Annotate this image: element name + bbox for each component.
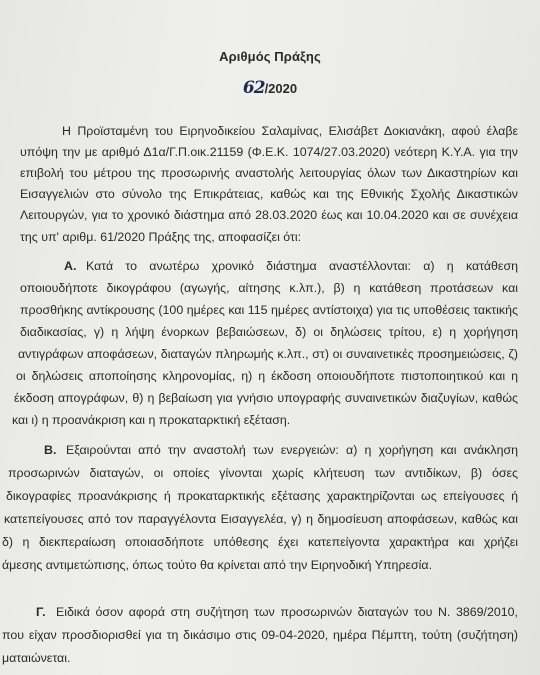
text-line: που είχαν προσδιορισθεί για τη δικάσιμο στις 09-04-2020, ημέρα Πέμπτη, τούτη (συζήτηση) — [2, 628, 518, 642]
text-line: ματαιώνεται. — [2, 651, 71, 665]
text-line: προσθήκης αντίκρουσης (100 ημέρες και 115 ημέρες αντίστοιχα) για τις υποθέσεις τακτικής — [20, 303, 518, 317]
text-line: επιβολή του μέτρου της προσωρινής αναστολής λειτουργίας όλων των Δικαστηρίων και — [20, 166, 518, 180]
section-marker-a: Α. — [64, 259, 77, 273]
text-line: δ) η διεκπεραίωση οποιασδήποτε υπόθεσης έχει κατεπείγοντα χαρακτήρα και χρήζει — [2, 535, 518, 549]
text-line: διαδικασίας, γ) η λήψη ένορκων βεβαιώσεων, δ) οι δηλώσεις τρίτου, ε) η χορήγηση — [20, 325, 518, 339]
section-marker-c: Γ. — [36, 605, 46, 619]
text-line: οποιουδήποτε δικογράφου (αγωγής, αίτησης κ.λπ.), β) η κατάθεση προτάσεων και — [20, 281, 518, 295]
text-line: κατεπείγουσες από τον παραγγέλοντα Εισαγγελέα, γ) η δημοσίευση αποφάσεων, καθώς και — [4, 512, 518, 526]
text-line: και ι) η προανάκριση και η προκαταρκτική εξέταση. — [12, 413, 291, 427]
text-line: Ειδικά όσον αφορά στη συζήτηση των προσωρινών διαταγών του Ν. 3869/2010, — [56, 605, 518, 619]
text-line: Εξαιρούνται από την αναστολή των ενεργειών: α) η χορήγηση και ανάκληση — [66, 443, 518, 457]
text-line: οι δηλώσεις αποποίησης κληρονομίας, η) η έκδοση οποιουδήποτε πιστοποιητικού και η — [16, 369, 518, 383]
text-line: προσωρινών διαταγών, οι οποίες γίνονται χωρίς κλήτευση των αντιδίκων, β) όσες — [8, 466, 518, 480]
text-line: Η Προϊσταμένη του Ειρηνοδικείου Σαλαμίνας, Ελισάβετ Δοκιανάκη, αφού έλαβε — [62, 124, 518, 138]
text-line: Λειτουργών, για το χρονικό διάστημα από 28.03.2020 έως και 10.04.2020 και σε συνέχεια — [20, 208, 518, 222]
text-line: έκδοση απογράφων, θ) η βεβαίωση για γνήσιο υπογραφής συναινετικών διαζυγίων, καθώς — [14, 391, 518, 405]
text-line: Εισαγγελιών στο σύνολο της Επικράτειας, καθώς και της Εθνικής Σχολής Δικαστικών — [20, 187, 518, 201]
text-line: αντιγράφων αποφάσεων, διαταγών πληρωμής κ.λπ., στ) οι συναινετικές προσημειώσεις, ζ) — [18, 347, 518, 361]
handwritten-number: 62 — [242, 78, 265, 98]
section-marker-b: Β. — [44, 443, 57, 457]
text-line: της υπ' αριθμ. 61/2020 Πράξης της, αποφασίζει ότι: — [20, 230, 302, 244]
text-line: Κατά το ανωτέρω χρονικό διάστημα αναστέλλονται: α) η κατάθεση — [86, 259, 518, 273]
act-number — [0, 78, 540, 98]
text-line: υπόψη την με αριθμό Δ1α/Γ.Π.οικ.21159 (Φ.Ε.Κ. 1074/27.03.2020) νεότερη Κ.Υ.Α. για την — [20, 145, 518, 159]
text-line: άμεσης αντιμετώπισης, όπως τούτο θα κρίνεται από την Ειρηνοδική Υπηρεσία. — [2, 558, 433, 572]
text-line: δικογραφίες προανάκρισης ή προκαταρκτικής εξέτασης χαρακτηρίζονται ως επείγουσες ή — [6, 489, 518, 503]
act-year: /2020 — [264, 81, 298, 96]
document-title: Αριθμός Πράξης — [219, 49, 321, 64]
